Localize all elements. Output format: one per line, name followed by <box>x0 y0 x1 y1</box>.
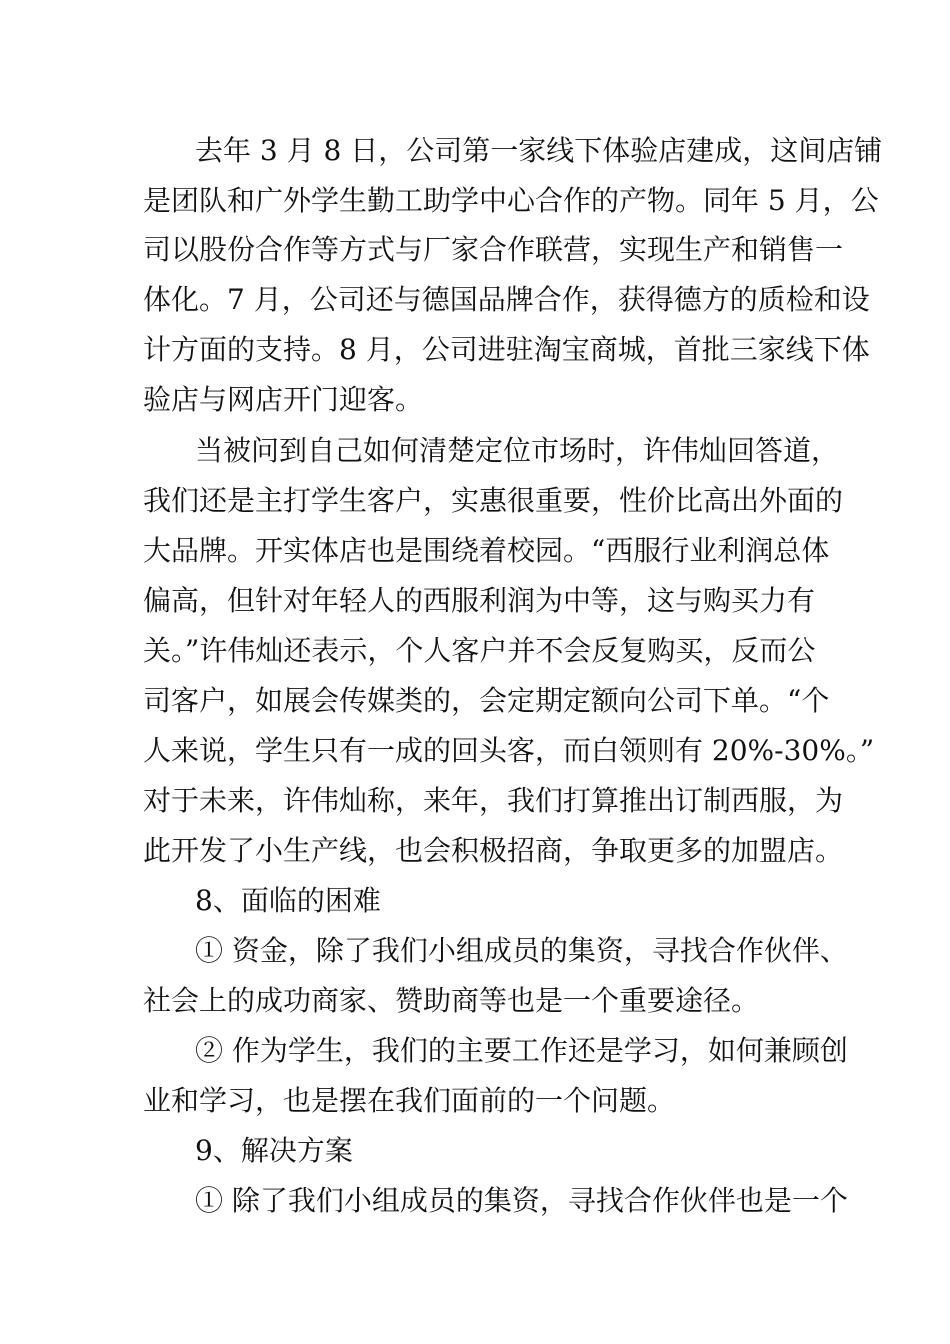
paragraph-line: 去年 3 月 8 日，公司第一家线下体验店建成，这间店铺 <box>195 134 883 167</box>
paragraph-line: 我们还是主打学生客户，实惠很重要，性价比高出外面的 <box>143 484 844 517</box>
paragraph-line: 偏高，但针对年轻人的西服利润为中等，这与购买力有 <box>143 584 816 617</box>
section-heading-difficulties: 8、面临的困难 <box>195 884 381 917</box>
section-heading-solutions: 9、解决方案 <box>195 1134 353 1167</box>
paragraph-line: 此开发了小生产线，也会积极招商，争取更多的加盟店。 <box>143 834 844 867</box>
paragraph-line: 大品牌。开实体店也是围绕着校园。“西服行业利润总体 <box>143 534 830 567</box>
paragraph-line: 对于未来，许伟灿称，来年，我们打算推出订制西服，为 <box>143 784 844 817</box>
list-item: ① 除了我们小组成员的集资，寻找合作伙伴也是一个 <box>195 1184 848 1217</box>
list-item: ① 资金，除了我们小组成员的集资，寻找合作伙伴、 <box>195 934 848 967</box>
paragraph-line: 关。”许伟灿还表示，个人客户并不会反复购买，反而公 <box>143 634 816 667</box>
paragraph-line: 人来说，学生只有一成的回头客，而白领则有 20%-30%。” <box>143 734 875 767</box>
paragraph-line: 司客户，如展会传媒类的，会定期定额向公司下单。“个 <box>143 684 830 717</box>
list-item: ② 作为学生，我们的主要工作还是学习，如何兼顾创 <box>195 1034 848 1067</box>
paragraph-line: 社会上的成功商家、赞助商等也是一个重要途径。 <box>143 984 760 1017</box>
paragraph-line: 司以股份合作等方式与厂家合作联营，实现生产和销售一 <box>143 233 844 266</box>
paragraph-line: 验店与网店开门迎客。 <box>143 383 424 416</box>
paragraph-line: 体化。7 月，公司还与德国品牌合作，获得德方的质检和设 <box>143 283 870 316</box>
paragraph-line: 当被问到自己如何清楚定位市场时，许伟灿回答道， <box>195 434 840 467</box>
paragraph-line: 计方面的支持。8 月，公司进驻淘宝商城，首批三家线下体 <box>143 333 870 366</box>
paragraph-line: 业和学习，也是摆在我们面前的一个问题。 <box>143 1084 676 1117</box>
paragraph-line: 是团队和广外学生勤工助学中心合作的产物。同年 5 月，公 <box>143 184 879 217</box>
